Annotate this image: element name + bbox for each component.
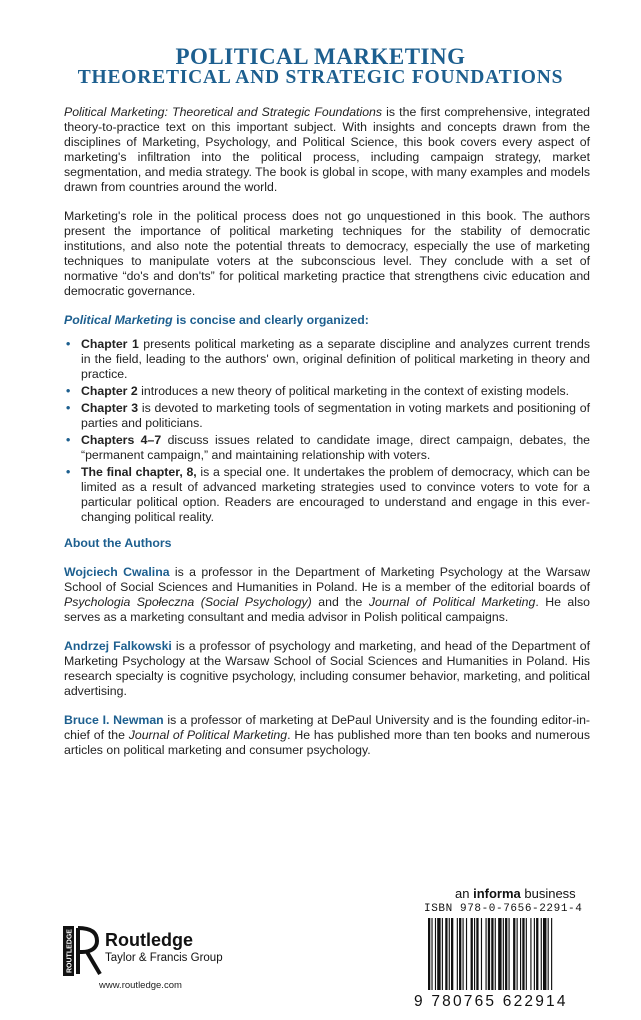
list-item bbox=[64, 337, 590, 382]
publisher-group: Taylor & Francis Group bbox=[105, 952, 223, 964]
list-item bbox=[64, 433, 590, 463]
bio-text: is a professor of marketing at DePaul University and is the founding editor-in-chief of the bbox=[64, 713, 591, 742]
author-name: Andrzej Falkowski bbox=[64, 639, 172, 653]
routledge-logo-icon bbox=[63, 926, 103, 976]
bio-text: and the bbox=[311, 595, 369, 609]
bio-falkowski bbox=[64, 639, 590, 699]
bio-text: . He has published more than ten books and numerous articles on political marketing and consumer psychology. bbox=[64, 728, 590, 757]
chapter-text: is devoted to marketing tools of segmentation in voting markets and positioning of parties and politicians. bbox=[81, 401, 590, 430]
publisher-website: www.routledge.com bbox=[99, 980, 182, 991]
bio-cwalina bbox=[64, 565, 590, 625]
bullet-icon: • bbox=[66, 384, 71, 398]
publisher-name: Routledge bbox=[105, 930, 193, 950]
cover-subtitle: THEORETICAL AND STRATEGIC FOUNDATIONS bbox=[77, 67, 564, 88]
intro-book-title: Political Marketing: Theoretical and Strategic Foundations bbox=[64, 105, 383, 119]
chapter-label: Chapter 1 bbox=[81, 337, 139, 351]
bio-italic: Journal of Political Marketing bbox=[368, 595, 536, 609]
bio-italic: Journal of Political Marketing bbox=[128, 728, 288, 742]
author-name: Wojciech Cwalina bbox=[64, 565, 170, 579]
list-item bbox=[64, 465, 590, 525]
informa-prefix: an bbox=[455, 886, 474, 901]
about-heading: About the Authors bbox=[64, 536, 172, 550]
list-item bbox=[64, 384, 590, 399]
organized-text: is concise and clearly organized: bbox=[172, 313, 369, 327]
isbn-label: ISBN 978-0-7656-2291-4 bbox=[424, 903, 583, 915]
intro-paragraph bbox=[64, 105, 590, 195]
list-item bbox=[64, 401, 590, 431]
chapter-list bbox=[64, 337, 590, 525]
informa-business bbox=[455, 886, 576, 901]
bullet-icon: • bbox=[66, 401, 71, 415]
barcode-icon bbox=[424, 918, 606, 994]
organized-book: Political Marketing bbox=[64, 313, 173, 327]
bullet-icon: • bbox=[66, 433, 71, 447]
bullet-icon: • bbox=[66, 465, 71, 479]
informa-suffix: business bbox=[520, 886, 576, 901]
bullet-icon: • bbox=[66, 337, 71, 351]
intro-text: is the first comprehensive, integrated theory-to-practice text on this important subject. With insights and concepts drawn from the disciplines of Marketing, Psychology, and Political Science, this book covers every aspect of marketing's infiltration into the political process, including campaign strategy, market segmentation, and media strategy. The book is global in scope, with many examples and models drawn from countries around the world. bbox=[64, 105, 590, 194]
back-cover-text bbox=[64, 105, 590, 772]
author-name: Bruce I. Newman bbox=[64, 713, 164, 727]
informa-brand: informa bbox=[473, 886, 521, 901]
chapter-text: discuss issues related to candidate image, direct campaign, debates, the “permanent campaign,” and maintaining relationship with voters. bbox=[81, 433, 590, 462]
role-paragraph: Marketing's role in the political process does not go unquestioned in this book. The authors present the importance of political marketing techniques for the stability of democratic institutions, and also note the potential threats to democracy, especially the use of marketing techniques to manipulate voters at the subconscious level. They conclude with a set of normative “do's and don'ts” for political marketing practice that strengthens civic education and democratic governance. bbox=[64, 209, 590, 298]
publisher-block bbox=[105, 930, 223, 964]
bio-text: is a professor of psychology and marketing, and head of the Department of Marketing Psychology at the Warsaw School of Social Sciences and Humanities in Poland. His research specialty is cognitive psychology, including consumer behavior, marketing, and political advertising. bbox=[64, 639, 590, 698]
bio-newman bbox=[64, 713, 590, 758]
bio-text: . He also serves as a marketing consultant and media advisor in Polish political campaigns. bbox=[64, 595, 590, 624]
chapter-text: presents political marketing as a separate discipline and analyzes current trends in the field, leading to the authors' own, original definition of political marketing in theory and practice. bbox=[81, 337, 590, 381]
cover-title: POLITICAL MARKETING bbox=[175, 44, 466, 69]
chapter-label: Chapters 4–7 bbox=[81, 433, 162, 447]
chapter-text: is a special one. It undertakes the problem of democracy, which can be limited as a result of advanced marketing strategies used to convince voters to vote for a particular political option. Readers are encouraged to understand and engage in this ever-changing political reality. bbox=[81, 465, 590, 524]
chapter-text: introduces a new theory of political marketing in the context of existing models. bbox=[137, 384, 570, 398]
barcode-digits: 9 780765 622914 bbox=[414, 993, 568, 1010]
chapter-label: Chapter 3 bbox=[81, 401, 139, 415]
logo-vertical-text: ROUTLEDGE bbox=[66, 929, 74, 973]
chapter-label: Chapter 2 bbox=[81, 384, 138, 398]
bio-text: is a professor in the Department of Marketing Psychology at the Warsaw School of Social Sciences and Humanities in Poland. He is a member of the editorial boards of bbox=[64, 565, 590, 594]
bio-italic: Psychologia Społeczna (Social Psychology) bbox=[64, 595, 312, 609]
chapter-label: The final chapter, 8, bbox=[81, 465, 197, 479]
organized-heading bbox=[64, 313, 590, 328]
